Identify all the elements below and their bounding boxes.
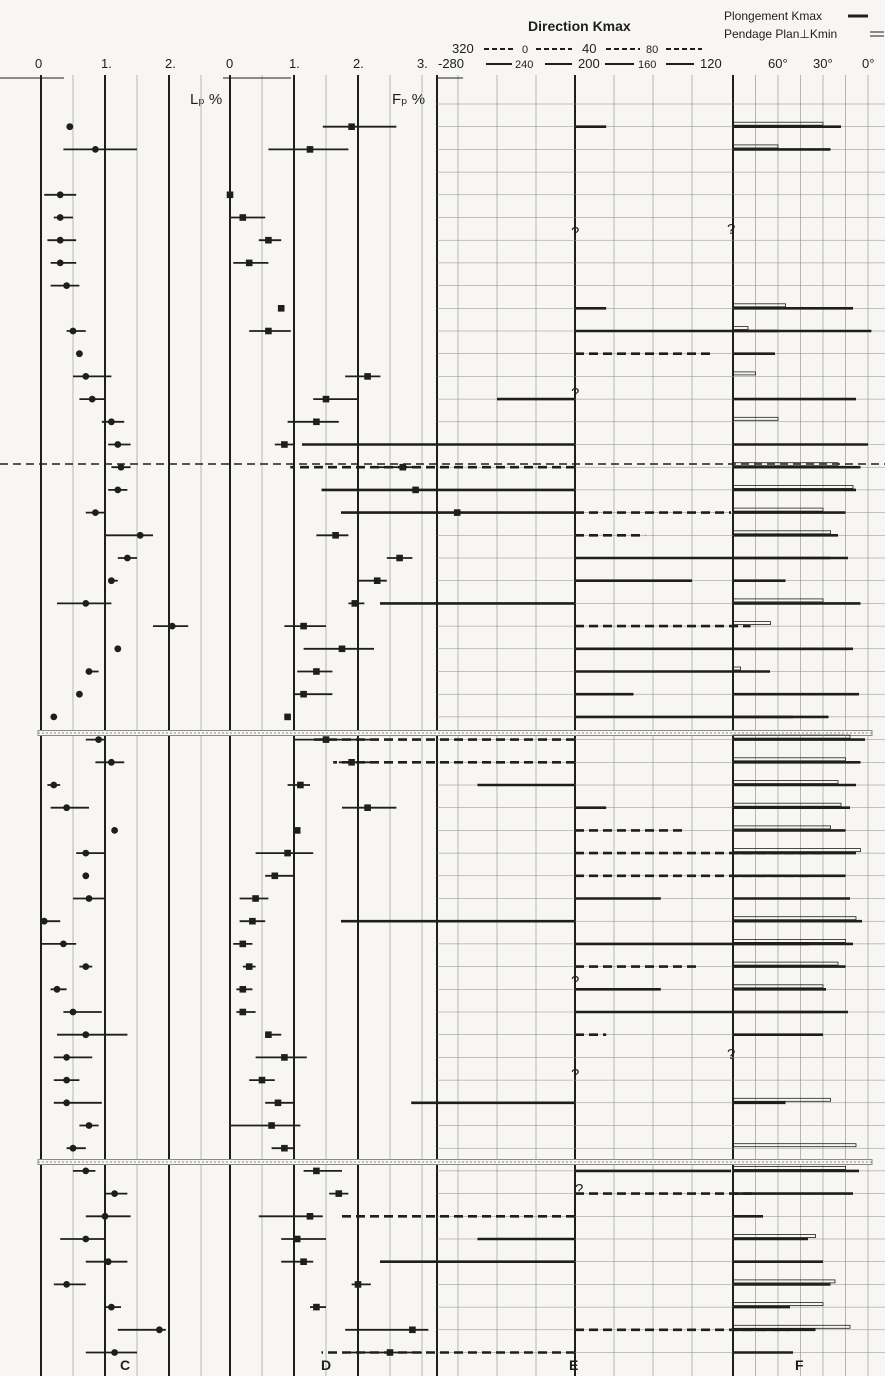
lp-point bbox=[86, 668, 93, 675]
direction-code-80: 80 bbox=[646, 44, 659, 56]
fp-point bbox=[396, 555, 403, 562]
fp-point bbox=[259, 1077, 266, 1084]
fp-point bbox=[284, 714, 291, 721]
tick-f-60: 60° bbox=[768, 56, 788, 71]
lp-point bbox=[63, 804, 70, 811]
question-mark-e-3: ? bbox=[571, 973, 580, 990]
fp-point bbox=[300, 691, 307, 698]
fp-point bbox=[313, 1168, 320, 1175]
tick-e-160: 160 bbox=[638, 59, 657, 71]
fp-point bbox=[284, 850, 291, 857]
lp-point bbox=[70, 1009, 77, 1016]
tick-f-0: 0° bbox=[862, 56, 875, 71]
lp-point bbox=[89, 396, 96, 403]
lp-point bbox=[108, 1304, 115, 1311]
lp-point bbox=[50, 782, 57, 789]
tick-d-0: 0 bbox=[226, 56, 234, 71]
fp-point bbox=[246, 963, 253, 970]
tick-c-1: 1. bbox=[101, 56, 112, 71]
fp-point bbox=[323, 396, 330, 403]
question-mark-e-1: ? bbox=[571, 224, 580, 241]
tick-e-280: -280 bbox=[438, 56, 465, 71]
lp-point bbox=[63, 282, 70, 289]
fp-point bbox=[265, 1031, 272, 1038]
lp-point bbox=[102, 1213, 109, 1220]
fp-point bbox=[313, 1304, 320, 1311]
lp-point bbox=[114, 487, 121, 494]
lp-point bbox=[63, 1077, 70, 1084]
lp-point bbox=[82, 872, 89, 879]
lp-point bbox=[86, 895, 93, 902]
lp-point bbox=[108, 418, 115, 425]
lp-point bbox=[137, 532, 144, 539]
tick-d-3: 3. bbox=[417, 56, 428, 71]
lp-point bbox=[54, 986, 61, 993]
lp-point bbox=[63, 1281, 70, 1288]
tick-c-2: 2. bbox=[165, 56, 176, 71]
panel-label-c: C bbox=[120, 1357, 131, 1373]
tick-e-240: 240 bbox=[515, 59, 534, 71]
fp-point bbox=[294, 827, 301, 834]
lp-point bbox=[41, 918, 48, 925]
lp-point bbox=[66, 123, 73, 130]
lp-point bbox=[114, 645, 121, 652]
panel-label-e: E bbox=[569, 1357, 579, 1373]
direction-code-40: 40 bbox=[582, 41, 597, 56]
lp-point bbox=[60, 941, 67, 948]
fp-point bbox=[313, 668, 320, 675]
lp-point bbox=[111, 827, 118, 834]
fp-point bbox=[246, 260, 253, 267]
lp-point bbox=[95, 736, 102, 743]
fp-point bbox=[336, 1190, 343, 1197]
fp-point bbox=[374, 577, 381, 584]
lp-point bbox=[57, 191, 64, 198]
question-mark-e-4: ? bbox=[571, 1066, 580, 1083]
fp-point bbox=[240, 986, 247, 993]
tick-f-30: 30° bbox=[813, 56, 833, 71]
fp-point bbox=[240, 1009, 247, 1016]
lp-point bbox=[86, 1122, 93, 1129]
tick-e-200: 200 bbox=[578, 56, 600, 71]
fp-point bbox=[409, 1327, 416, 1334]
fp-point bbox=[252, 895, 259, 902]
lp-point bbox=[111, 1190, 118, 1197]
fp-point bbox=[281, 1054, 288, 1061]
lp-point bbox=[50, 714, 57, 721]
lp-point bbox=[108, 577, 115, 584]
fp-point bbox=[265, 237, 272, 244]
fp-point bbox=[339, 646, 346, 653]
lp-point bbox=[82, 1236, 89, 1243]
tick-d-1: 1. bbox=[289, 56, 300, 71]
question-mark-f-2: ? bbox=[727, 1046, 736, 1063]
lp-point bbox=[124, 555, 131, 562]
lp-point bbox=[76, 691, 83, 698]
lp-point bbox=[105, 1258, 112, 1265]
lp-point bbox=[92, 509, 99, 516]
fp-point bbox=[240, 214, 247, 221]
fp-point bbox=[307, 1213, 314, 1220]
lp-point bbox=[76, 350, 83, 357]
fp-point bbox=[300, 623, 307, 630]
question-mark-e-2: ? bbox=[571, 385, 580, 402]
fp-point bbox=[313, 419, 320, 426]
panel-label-d: D bbox=[321, 1357, 332, 1373]
lp-point bbox=[118, 464, 125, 471]
fp-point bbox=[294, 1236, 301, 1243]
legend-plongement-label: Plongement Kmax bbox=[724, 9, 823, 23]
fp-point bbox=[364, 804, 371, 811]
panel-c-title: Lₚ % bbox=[190, 91, 223, 108]
fp-point bbox=[348, 123, 355, 130]
fp-point bbox=[307, 146, 314, 153]
fp-point bbox=[332, 532, 339, 539]
lp-point bbox=[70, 1145, 77, 1152]
fp-point bbox=[249, 918, 256, 925]
panel-label-f: F bbox=[795, 1357, 804, 1373]
fp-point bbox=[352, 600, 359, 607]
lp-point bbox=[82, 1168, 89, 1175]
lp-point bbox=[114, 441, 121, 448]
panel-d-title: Fₚ % bbox=[392, 91, 426, 108]
tick-e-120: 120 bbox=[700, 56, 722, 71]
direction-kmax-title: Direction Kmax bbox=[528, 18, 631, 34]
fp-point bbox=[297, 782, 304, 789]
lp-point bbox=[82, 1031, 89, 1038]
lp-point bbox=[156, 1326, 163, 1333]
lp-point bbox=[82, 850, 89, 857]
lp-point bbox=[70, 328, 77, 335]
fp-point bbox=[240, 941, 247, 948]
fp-point bbox=[265, 328, 272, 335]
fp-point bbox=[300, 1258, 307, 1265]
fp-point bbox=[281, 441, 288, 448]
lp-point bbox=[57, 237, 64, 244]
direction-code-320: 320 bbox=[452, 41, 474, 56]
lp-point bbox=[63, 1054, 70, 1061]
lp-point bbox=[169, 623, 176, 630]
fp-point bbox=[272, 873, 279, 880]
question-mark-e-5: ? bbox=[575, 1181, 584, 1198]
tick-d-2: 2. bbox=[353, 56, 364, 71]
lp-point bbox=[57, 214, 64, 221]
lp-point bbox=[82, 600, 89, 607]
lp-point bbox=[111, 1349, 118, 1356]
tick-c-0: 0 bbox=[35, 56, 43, 71]
lp-point bbox=[57, 260, 64, 267]
fp-point bbox=[268, 1122, 275, 1129]
fp-point bbox=[275, 1100, 282, 1107]
fp-point bbox=[364, 373, 371, 380]
fp-point bbox=[355, 1281, 362, 1288]
lp-point bbox=[92, 146, 99, 153]
lp-point bbox=[82, 373, 89, 380]
lp-point bbox=[82, 963, 89, 970]
lp-point bbox=[63, 1099, 70, 1106]
fp-point bbox=[281, 1145, 288, 1152]
direction-code-0: 0 bbox=[522, 44, 529, 56]
lp-point bbox=[108, 759, 115, 766]
fp-point bbox=[278, 305, 285, 312]
fp-point bbox=[227, 192, 234, 199]
legend-pendage-label: Pendage Plan⊥Kmin bbox=[724, 27, 838, 41]
question-mark-f-1: ? bbox=[727, 221, 736, 238]
